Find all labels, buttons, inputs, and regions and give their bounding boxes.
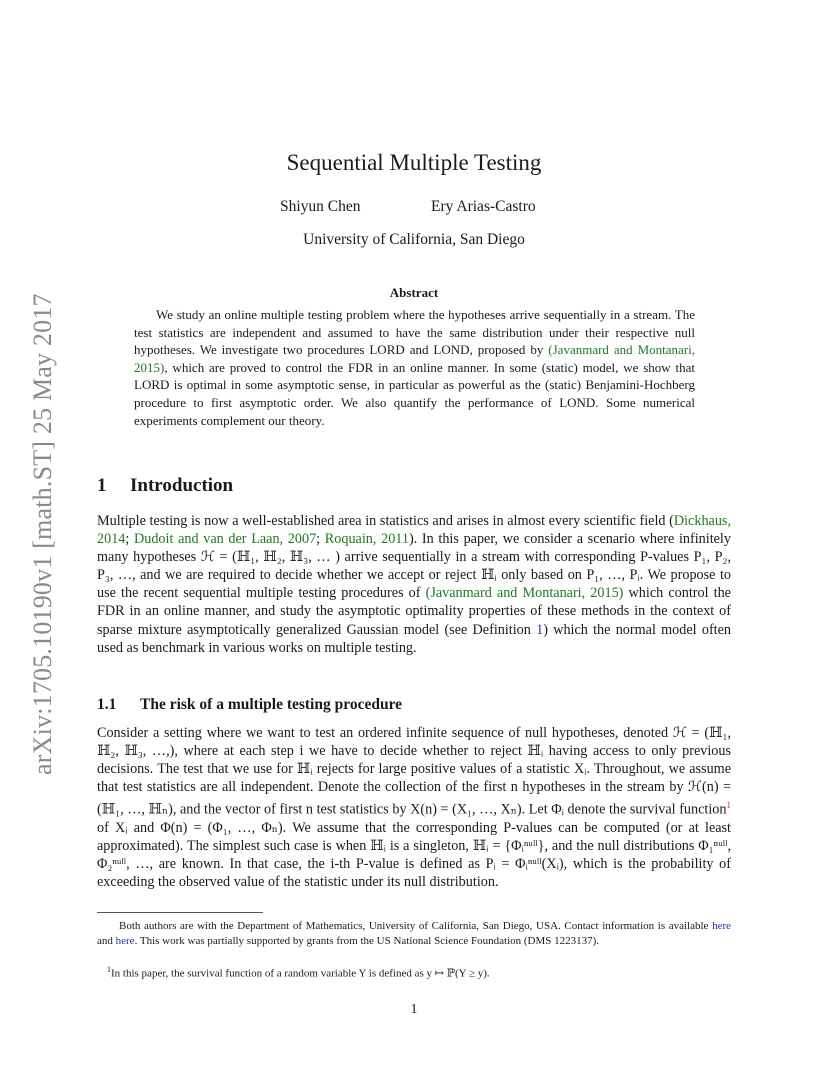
section-title: Introduction (130, 475, 234, 496)
citation-link[interactable]: (Javanmard and Montanari, 2015) (425, 585, 624, 602)
affiliation: University of California, San Diego (303, 231, 525, 248)
definition-ref-link[interactable]: 1 (536, 621, 544, 638)
page-number: 1 (410, 1002, 418, 1017)
footnote-text: and (97, 934, 116, 947)
survival-function-footnote (97, 963, 731, 981)
footnote-divider (97, 912, 263, 913)
body-text: ; (316, 531, 325, 548)
contact-link[interactable]: here (712, 920, 731, 932)
author-footnote (97, 919, 731, 948)
section-number: 1 (97, 475, 107, 496)
risk-paragraph (97, 724, 731, 892)
contact-link[interactable]: here (115, 934, 135, 947)
footnote-text: Both authors are with the Department of Mathematics, University of California, San Diego, USA. Contact information is available (119, 920, 713, 932)
citation-link[interactable]: (Javanmard and Montanari, 2015) (134, 342, 695, 375)
abstract-heading: Abstract (389, 285, 439, 300)
author-name: Shiyun Chen (280, 198, 361, 215)
arxiv-side-stamp (18, 270, 62, 780)
body-text: of Xᵢ and Φ(n) = (Φ₁, …, Φₙ). We assume that the corresponding P-values can be computed (or at least approximated). The simplest such case is when ℍᵢ is a singleton, ℍᵢ = {Φᵢⁿᵘˡˡ}, and the null distributions Φ₁ⁿᵘˡˡ, Φ₂ⁿᵘˡˡ, …, are known. In that case, the i-th P-value is defined as Pᵢ = Φᵢⁿᵘˡˡ(Xᵢ), which is the probability of exceeding the observed value of the statistic under its null distribution. (97, 820, 731, 891)
section-heading (97, 475, 233, 497)
body-text: Consider a setting where we want to test an ordered infinite sequence of null hypotheses, denoted ℋ = (ℍ₁, ℍ₂, ℍ₃, …,), where at each step i we have to decide whether to reject ℍᵢ having access to only previous decisions. The test that we use for ℍᵢ rejects for large positive values of a statistic Xᵢ. Throughout, we assume that test statistics are all independent. Denote the collection of the first n hypotheses in the stream by ℋ(n) = (ℍ₁, …, ℍₙ), and the vector of first n test statistics by X(n) = (X₁, …, Xₙ). Let Φᵢ denote the survival function (97, 725, 731, 819)
citation-link[interactable]: Roquain, 2011 (324, 531, 409, 548)
footnote-text: . This work was partially supported by grants from the US National Science Foundation (DMS 1223137). (134, 934, 600, 947)
footnote-marker[interactable]: 1 (726, 800, 731, 811)
body-text: ). In this paper, we consider a scenario where infinitely many hypotheses ℋ = (ℍ₁, ℍ₂, ℍ₃, … ) arrive sequentially in a stream with corresponding P-values P₁, P₂, P₃, …, and we are required to decide whether we accept or reject ℍᵢ only based on P₁, …, Pᵢ. We propose to use the recent sequential multiple testing procedures of (97, 531, 731, 602)
body-text: ) which the normal model often used as benchmark in various works on multiple testing. (97, 621, 731, 656)
arxiv-identifier: arXiv:1705.10190v1 [math.ST] 25 May 2017 (28, 293, 57, 775)
abstract-body (134, 306, 695, 429)
subsection-heading (97, 696, 402, 714)
intro-paragraph (97, 512, 731, 657)
abstract-text: We study an online multiple testing problem where the hypotheses arrive sequentially in a stream. The test statistics are independent and assumed to have the same distribution under their respective null hypotheses. We investigate two procedures LORD and LOND, proposed by (134, 307, 695, 358)
body-text: Multiple testing is now a well-established area in statistics and arises in almost every scientific field ( (97, 513, 674, 529)
abstract-text: , which are proved to control the FDR in an online manner. In some (static) model, we show that LORD is optimal in some asymptotic sense, in particular as powerful as the (static) Benjamini-Hochberg procedure to first asymptotic order. We also quantify the performance of LOND. Some numerical experiments complement our theory. (134, 359, 695, 428)
footnote-number: 1 (107, 965, 111, 974)
body-text: ; (125, 531, 134, 548)
subsection-title: The risk of a multiple testing procedure (140, 696, 403, 713)
author-name: Ery Arias-Castro (431, 198, 536, 215)
citation-link[interactable]: Dickhaus, 2014 (97, 513, 731, 548)
body-text: which control the FDR in an online manner, and study the asymptotic optimality properties of these methods in the context of sparse mixture asymptotically generalized Gaussian model (see Definition (97, 585, 731, 638)
paper-title: Sequential Multiple Testing (286, 150, 542, 175)
citation-link[interactable]: Dudoit and van der Laan, 2007 (134, 531, 317, 548)
subsection-number: 1.1 (97, 696, 117, 713)
footnote-text: In this paper, the survival function of a random variable Y is defined as y ↦ ℙ(Y ≥ y). (111, 967, 490, 980)
